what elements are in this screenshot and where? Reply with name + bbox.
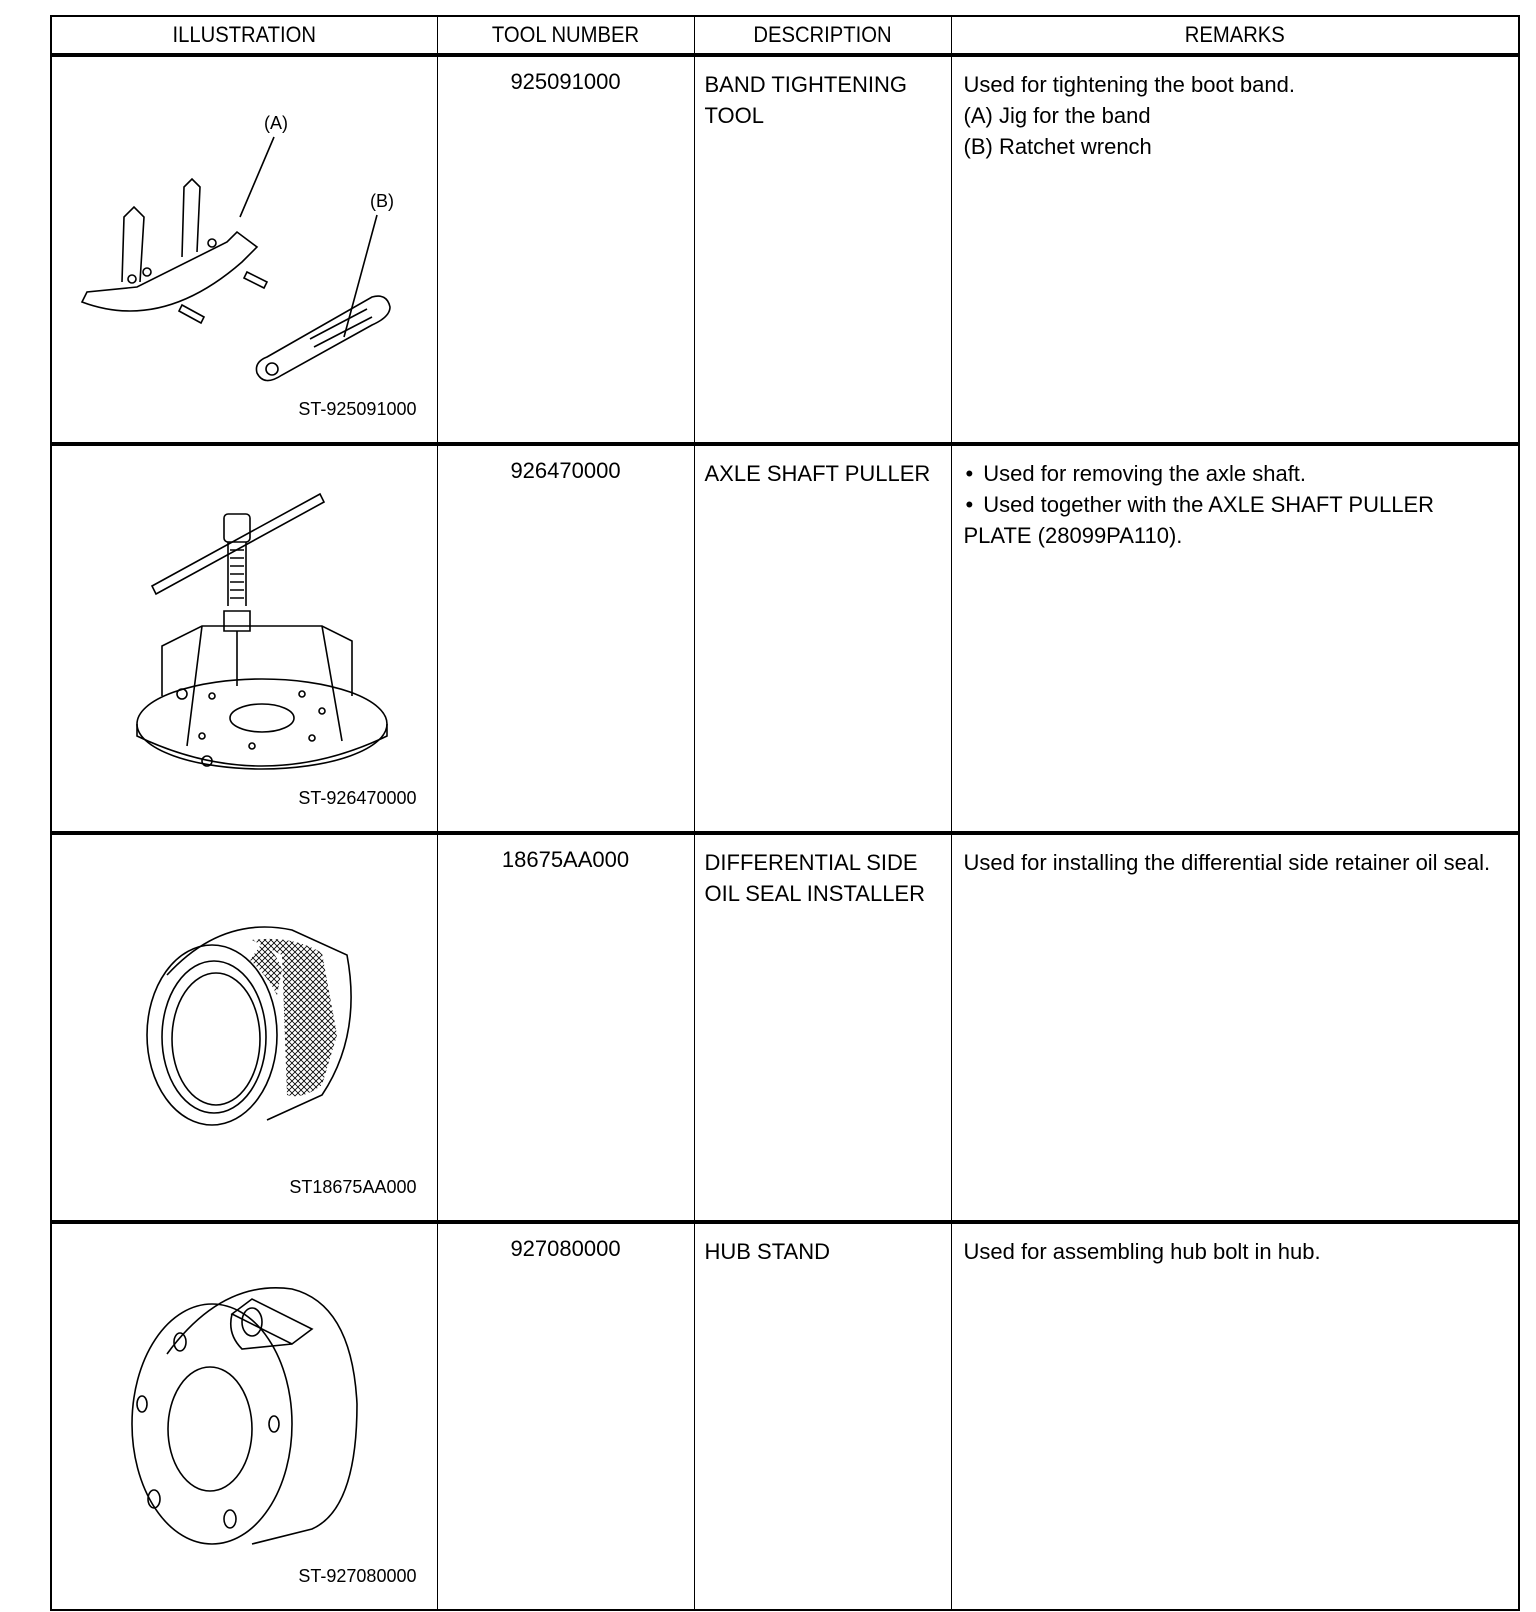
illustration-cell xyxy=(51,1222,437,1610)
illustration-code: ST-927080000 xyxy=(298,1566,417,1586)
table-row xyxy=(51,444,1519,833)
remarks xyxy=(951,833,1519,1222)
remarks xyxy=(951,55,1519,444)
illustration-code: ST-926470000 xyxy=(298,788,417,808)
header-tool-number: TOOL NUMBER xyxy=(447,16,683,55)
remark-line: Used for tightening the boot band. xyxy=(963,72,1295,97)
label-a: (A) xyxy=(264,113,288,133)
header-remarks: REMARKS xyxy=(974,16,1497,55)
remark-line: Used for installing the differential side retainer oil seal. xyxy=(963,850,1491,875)
label-b: (B) xyxy=(370,191,394,211)
tool-number: 927080000 xyxy=(437,1222,694,1610)
remark-bullet: • Used together with the AXLE SHAFT PULLER PLATE (28099PA110). xyxy=(964,489,1509,551)
tool-number: 925091000 xyxy=(437,55,694,444)
tool-number: 18675AA000 xyxy=(437,833,694,1222)
special-tools-table xyxy=(50,15,1520,1611)
hub-stand-illustration xyxy=(52,1224,438,1597)
oil-seal-installer-illustration xyxy=(52,835,438,1208)
remarks xyxy=(951,444,1519,833)
header-illustration: ILLUSTRATION xyxy=(66,16,421,55)
header-row xyxy=(51,16,1519,55)
header-description: DESCRIPTION xyxy=(704,16,940,55)
band-tightening-tool-illustration xyxy=(52,57,438,430)
description: HUB STAND xyxy=(694,1222,951,1610)
table-row xyxy=(51,55,1519,444)
illustration-code: ST-925091000 xyxy=(298,399,417,419)
remark-line: Used for assembling hub bolt in hub. xyxy=(963,1239,1321,1264)
description: DIFFERENTIAL SIDE OIL SEAL INSTALLER xyxy=(694,833,951,1222)
illustration-cell xyxy=(51,55,437,444)
description: AXLE SHAFT PULLER xyxy=(694,444,951,833)
remark-line: (A) Jig for the band xyxy=(963,103,1151,128)
tool-number: 926470000 xyxy=(437,444,694,833)
remark-bullet: • Used for removing the axle shaft. xyxy=(964,458,1509,489)
illustration-cell xyxy=(51,833,437,1222)
table-row xyxy=(51,833,1519,1222)
table-row xyxy=(51,1222,1519,1610)
remarks xyxy=(951,1222,1519,1610)
axle-shaft-puller-illustration xyxy=(52,446,438,819)
illustration-code: ST18675AA000 xyxy=(289,1177,417,1197)
description: BAND TIGHTENING TOOL xyxy=(694,55,951,444)
remark-line: (B) Ratchet wrench xyxy=(963,134,1152,159)
illustration-cell xyxy=(51,444,437,833)
